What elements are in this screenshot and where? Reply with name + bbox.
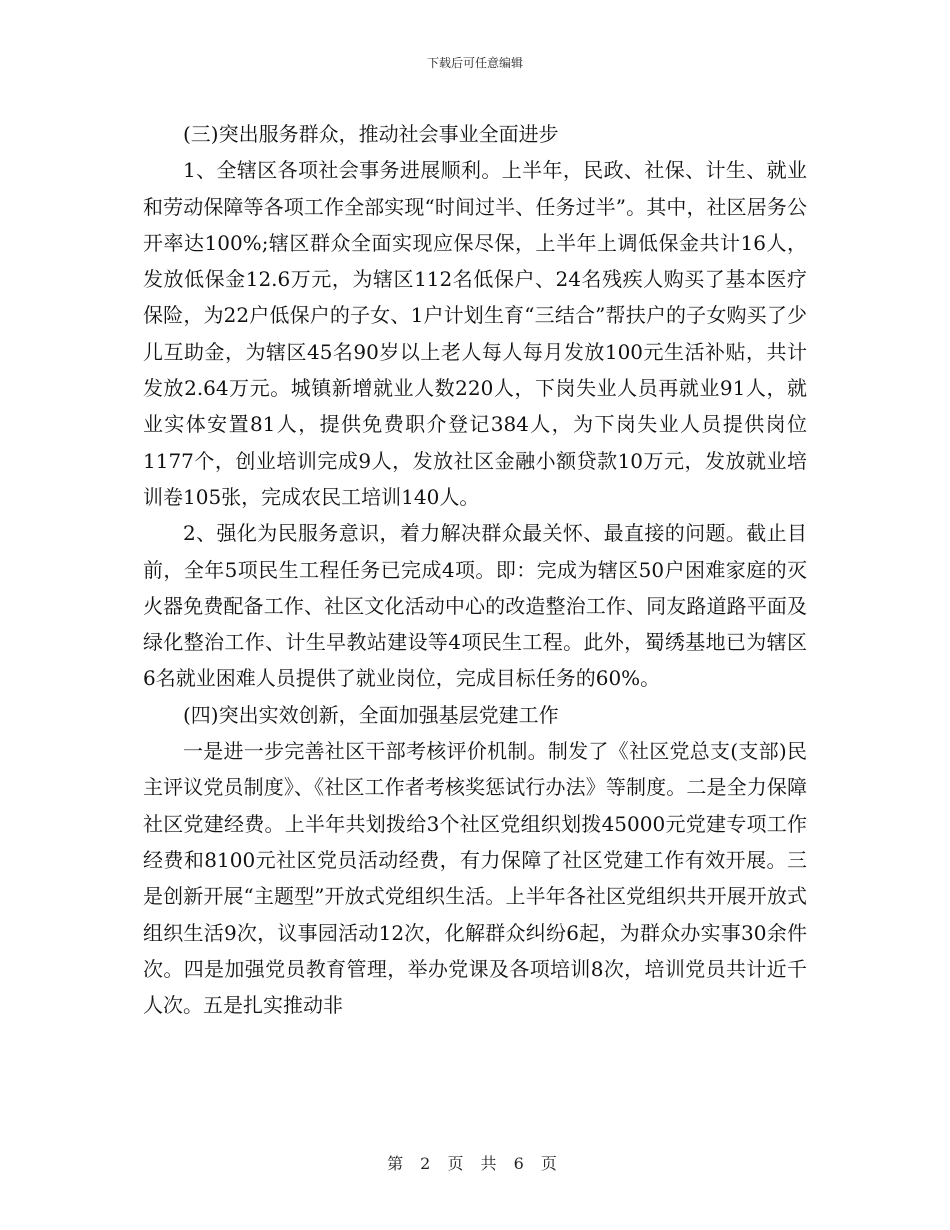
section-heading-3: (三)突出服务群众，推动社会事业全面进步 <box>183 122 559 146</box>
page-header: 下载后可任意编辑 <box>426 56 523 70</box>
page-number: 第 2 页 共 6 页 <box>387 1154 563 1173</box>
document-body <box>143 116 807 1023</box>
section-heading-4: (四)突出实效创新，全面加强基层党建工作 <box>183 702 559 727</box>
paragraph-party-building: 一是进一步完善社区干部考核评价机制。制发了《社区党总支(支部)民主评议党员制度》、《社区工作者考核奖惩试行办法》等制度。二是全力保障社区党建经费。上半年共划拨给3个社区党组织划拨45000元党建专项工作经费和8100元社区党员活动经费，有力保障了社区党建工作有效开展。三是创新开展“主题型”开放式党组织生活。上半年各社区党组织共开展开放式组织生活9次，议事园活动12次，化解群众纠纷6起，为群众办实事30余件次。四是加强党员教育管理，举办党课及各项培训8次，培训党员共计近千人次。五是扎实推动非 <box>143 739 807 1018</box>
paragraph-public-service: 2、强化为民服务意识，着力解决群众最关怀、最直接的问题。截止目前，全年5项民生工程任务已完成4项。即：完成为辖区50户困难家庭的灭火器免费配备工作、社区文化活动中心的改造整治工作、同友路道路平面及绿化整治工作、计生早教站建设等4项民生工程。此外，蜀绣基地已为辖区6名就业困难人员提供了就业岗位，完成目标任务的60%。 <box>143 521 807 691</box>
paragraph-social-affairs: 1、全辖区各项社会事务进展顺利。上半年，民政、社保、计生、就业和劳动保障等各项工作全部实现“时间过半、任务过半”。其中，社区居务公开率达100%;辖区群众全面实现应保尽保，上半年上调低保金共计16人，发放低保金12.6万元，为辖区112名低保户、24名残疾人购买了基本医疗保险，为22户低保户的子女、1户计划生育“三结合”帮扶户的子女购买了少儿互助金，为辖区45名90岁以上老人每人每月发放100元生活补贴，共计发放2.64万元。城镇新增就业人数220人，下岗失业人员再就业91人，就业实体安置81人，提供免费职介登记384人，为下岗失业人员提供岗位1177个，创业培训完成9人，发放社区金融小额贷款10万元，发放就业培训卷105张，完成农民工培训140人。 <box>143 158 807 509</box>
